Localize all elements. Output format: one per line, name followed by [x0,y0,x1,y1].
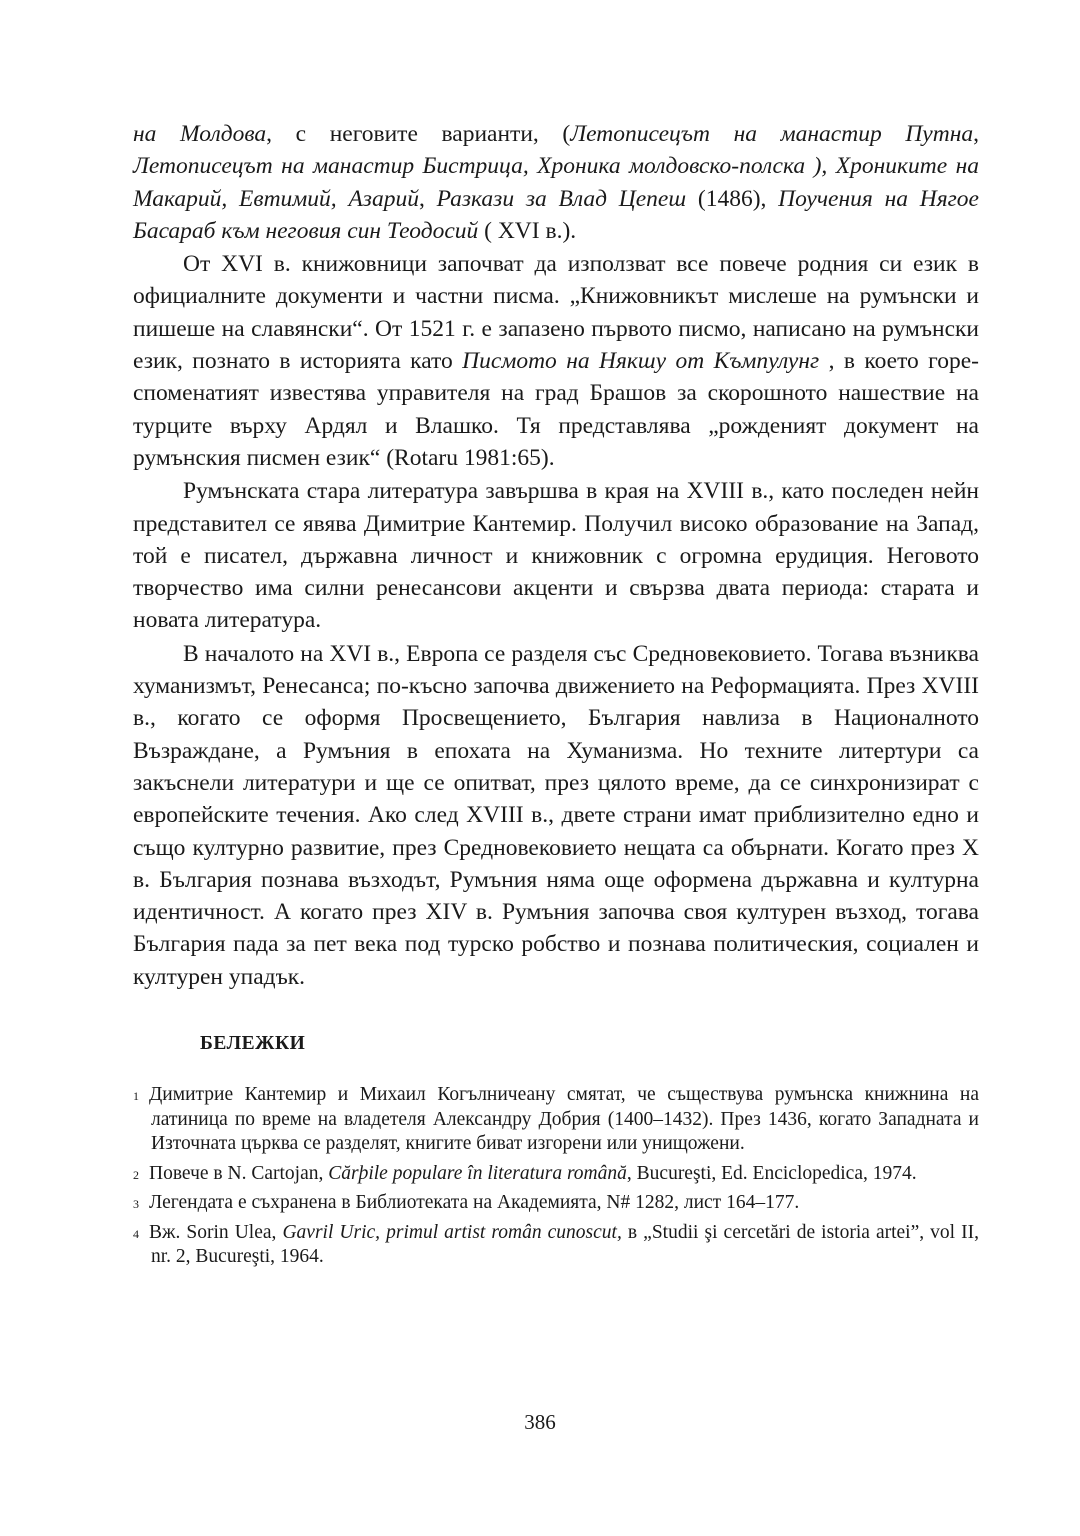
footnote-1 [133,1083,979,1157]
text-span: , [973,121,979,147]
footnote-marker: 2 [133,1167,139,1182]
notes-list [133,1083,979,1270]
footnote-marker: 3 [133,1197,139,1212]
footnote-marker: 1 [133,1089,139,1104]
footnote-text: в „Studii şi cercetări de istoria artei”, vol II, nr. 2, Bucureşti, 1964. [151,1221,980,1268]
text-span: Разкази за Влад Цепеш [436,185,687,212]
text-span: , с неговите варианти, ( [266,121,571,147]
paragraph-4: В началото на XVI в., Европа се разделя със Средновековието. Тогава възниква хуманизмът, Ренесанса; по-късно започва движението на Реформацията. През XVIII в., когато се оформя Просвещението, България навлиза в Националното Възраждане, а Румъния в епохата на Хуманизма. Но техните литертури са закъснели литератури и ще се опитват, през цялото време, да се синхронизират с европейските течения. Ако след XVIII в., двете страни имат приблизително едно и също културно развитие, през Средновековието нещата са обърнати. Когато през X в. България познава възходът, Румъния няма още оформена държавна и културна идентичност. А когато през XIV в. Румъния започва своя културен възход, тогава България пада за пет века под турско робство и познава политическия, социален и културен упадък. [133,640,979,990]
text-span: на Молдова [133,121,267,147]
text-span: Писмото на Някшу от Къмпулунг [462,348,820,375]
page-content [133,118,979,1275]
text-span: От XVI в. книжовници започват да използват все повече родния си език в официалните документи и частни писма. „Книжовникът мислеше на румънски и пишеше на славянски“. От 1521 г. е запазено първото писмо, написано на румънски език, познато в историята като [133,251,979,375]
page-number: 386 [524,1410,556,1434]
paragraph-2 [133,248,979,474]
footnote-title: Gavril Uric, primul artist român cunoscut, [282,1221,622,1243]
text-span: Летописецът на манастир Путна [570,121,974,147]
footnote-text: , Bucureşti, Ed. Enciclopedica, 1974. [626,1162,917,1184]
paragraph-1 [133,118,979,247]
footnote-marker: 4 [133,1226,139,1241]
text-span: Поучения на Нягое Басараб към неговия син Теодосий [133,185,979,244]
text-span: Летописецът на манастир Бистрица, Хроника молдовско-полска ), Хрониките на Макарий, Евтимий, Азарий [133,153,979,212]
footnote-text: Повече в N. Cartojan, [149,1162,329,1184]
paragraph-3: Румънската стара литература завършва в края на XVIII в., като последен нейн представител се явява Димитрие Кантемир. Получил високо образование на Запад, той е писател, държавна личност и книжовник с огромна ерудиция. Неговото творчество има силни ренесансови акценти и свързва двата периода: старата и новата литература. [133,478,979,634]
footnote-text: Легендата е съхранена в Библиотеката на Академията, N# 1282, лист 164–177. [149,1192,800,1214]
footnote-2 [133,1162,979,1187]
footnote-title: Cărþile populare în literatura română [328,1162,627,1184]
text-span: (1486), [686,185,779,212]
footnote-4 [133,1221,979,1270]
footnote-3 [133,1191,979,1216]
footnote-text: Димитрие Кантемир и Михаил Когълничеану смятат, че съществува румънска книжнина на латиница по време на владетеля Александру Добрия (1400–1432). През 1436, когато Западната и Източната църква се разделят, книгите биват изгорени или унищожени. [149,1084,979,1155]
footnote-text: Вж. Sorin Ulea, [149,1221,283,1243]
text-span: , [418,185,437,212]
body-text [133,118,979,993]
text-span: , в което горе-споменатият известява управителя на град Брашов за скорошното нашествие на турците върху Ардял и Влашко. Тя представлява „рожденият документ на румънския писмен език“ (Rotaru 1981:65). [133,348,979,471]
notes-heading: БЕЛЕЖКИ [200,1033,306,1055]
text-span: ( XVI в.). [478,217,577,244]
